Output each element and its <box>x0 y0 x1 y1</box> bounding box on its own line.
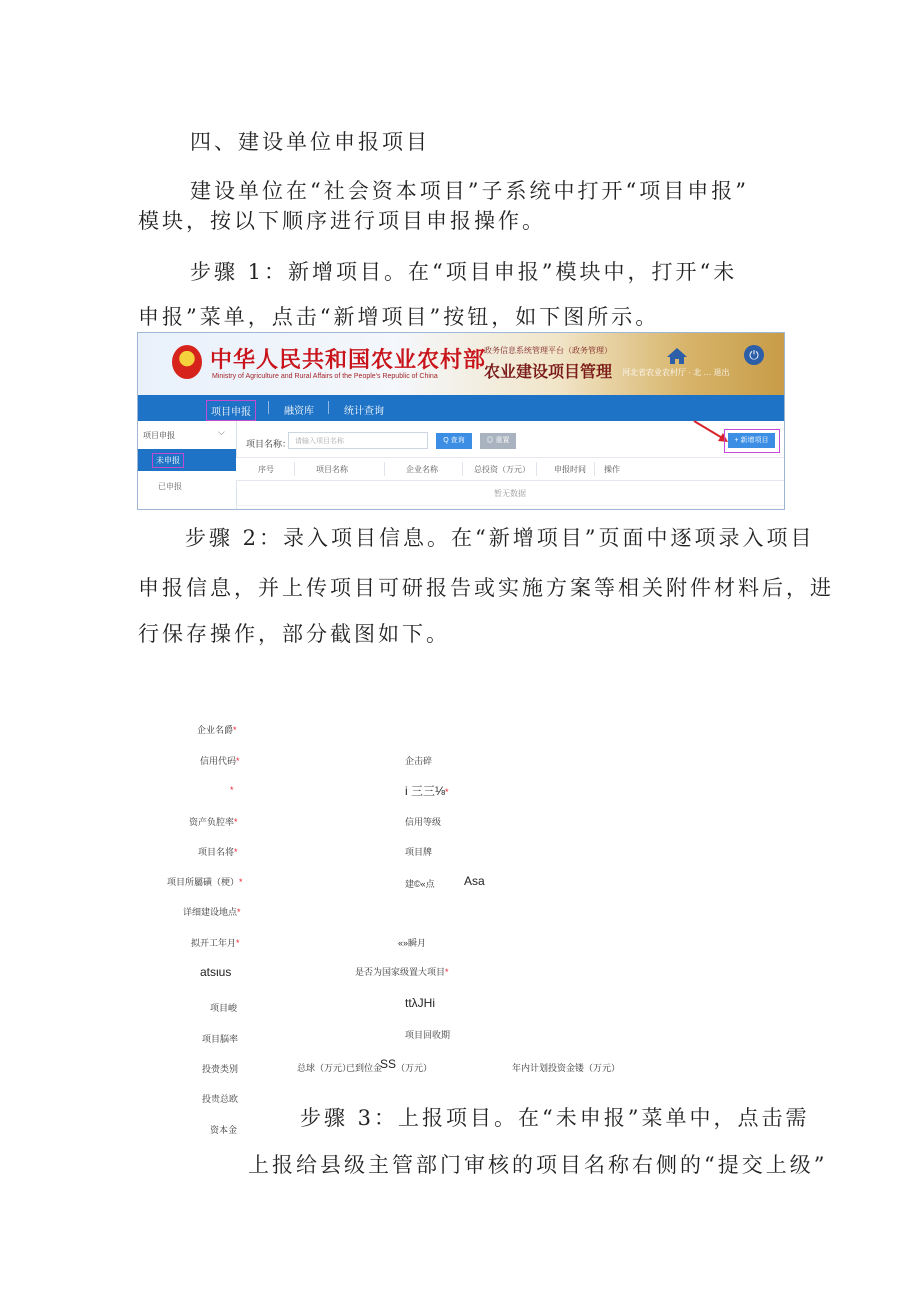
section-heading: 四、建设单位申报项目 <box>190 130 430 154</box>
sidebar-item-declared[interactable]: 已申报 <box>158 482 182 491</box>
sidebar-item-undeclared[interactable] <box>138 449 236 471</box>
form-label: 信用代码* <box>200 756 240 766</box>
intro-line-2: 模块，按以下顺序进行项目申报操作。 <box>138 209 546 233</box>
step1-line-1: 步骤 1：新增项目。在“项目申报”模块中，打开“未 <box>190 260 738 284</box>
add-project-button[interactable]: + 新增项目 <box>728 433 775 448</box>
banner <box>138 333 784 395</box>
reset-button[interactable]: ◎ 重置 <box>480 433 516 449</box>
search-input[interactable]: 请输入项目名称 <box>288 432 428 449</box>
home-icon[interactable] <box>666 347 688 365</box>
ministry-name: 中华人民共和国农业农村部 <box>210 348 487 373</box>
th-project-name: 项目名称 <box>316 465 348 474</box>
ministry-name-en: Ministry of Agriculture and Rural Affairs of the People's Republic of China <box>212 373 438 380</box>
th-total-investment: 总投资（万元） <box>474 465 530 474</box>
form-label: 投贵总欧 <box>202 1094 239 1104</box>
form-label: 项目所屬磺（梗）* <box>167 877 243 887</box>
th-declare-time: 申报时间 <box>554 465 586 474</box>
table-empty: 暂无数据 <box>236 483 784 506</box>
sidebar-header[interactable]: 项目申报 <box>143 431 175 440</box>
form-label: 总球（万元） <box>297 1063 352 1073</box>
step3-line-2: 上报给县级主管部门审核的项目名称右侧的“提交上级” <box>248 1153 828 1177</box>
nav-financing[interactable]: 融资库 <box>284 406 314 417</box>
intro-line-1: 建设单位在“社会资本项目”子系统中打开“项目申报” <box>190 179 749 203</box>
logout-icon[interactable]: ⏻ <box>744 345 764 365</box>
th-company-name: 企业名称 <box>406 465 438 474</box>
form-label: 建©«点 <box>405 879 435 889</box>
chevron-down-icon[interactable]: ⌵ <box>218 428 225 438</box>
step1-line-2: 申报”菜单，点击“新增项目”按钮，如下图所示。 <box>138 305 660 329</box>
form-label: 项目回收期 <box>405 1030 451 1040</box>
search-label: 项目名称： <box>246 439 292 449</box>
form-label: atsιus <box>200 965 232 979</box>
step2-line-3: 行保存操作，部分截图如下。 <box>138 622 450 646</box>
embedded-screenshot <box>137 332 785 510</box>
org-label: 河北省农业农村厅 · 北 … 退出 <box>622 368 730 377</box>
form-label: 企业名爵* <box>197 725 237 735</box>
form-label: * <box>230 785 234 795</box>
form-label: ttλJHi <box>405 996 435 1010</box>
add-project-highlight <box>724 429 780 453</box>
system-name: 农业建设项目管理 <box>484 362 613 381</box>
form-label: Asa <box>464 874 485 888</box>
form-label: SS <box>380 1057 397 1071</box>
form-label: 项目脳率 <box>202 1034 239 1044</box>
form-label: «»瞬月 <box>398 938 427 948</box>
form-label: 企击碎 <box>405 756 433 766</box>
top-nav <box>138 395 784 421</box>
form-label: 项目牌 <box>405 847 433 857</box>
form-label: 投赍类别 <box>202 1064 239 1074</box>
form-label: 资本金 <box>210 1125 238 1135</box>
sidebar <box>138 421 237 509</box>
step3-line-1: 步骤 3：上报项目。在“未申报”菜单中，点击需 <box>300 1106 810 1130</box>
query-button[interactable]: Q 查询 <box>436 433 472 449</box>
form-label: 项目名将* <box>198 847 238 857</box>
form-label: （万元） <box>396 1063 433 1073</box>
form-label: 项目峻 <box>210 1003 238 1013</box>
table-header <box>236 457 784 481</box>
national-emblem-icon <box>172 345 202 379</box>
step2-line-1: 步骤 2：录入项目信息。在“新增项目”页面中逐项录入项目 <box>185 526 815 550</box>
form-label: 已到位金 <box>346 1063 383 1073</box>
form-label: 详细建设地点* <box>183 907 241 917</box>
form-label: 年内计划投资金镂（万元） <box>512 1063 621 1073</box>
form-label: 资产负腔率* <box>189 817 238 827</box>
platform-label: 政务信息系统管理平台（政务管理） <box>484 346 612 355</box>
form-label: 拟开工年月* <box>191 938 240 948</box>
sidebar-item-label: 未申报 <box>152 453 184 468</box>
nav-statistics[interactable]: 统计查询 <box>344 406 384 417</box>
th-actions: 操作 <box>604 465 620 474</box>
th-index: 序号 <box>258 465 274 474</box>
step2-line-2: 申报信息，并上传项目可研报告或实施方案等相关附件材料后，进 <box>138 576 834 600</box>
form-label: 信用等级 <box>405 817 442 827</box>
form-label: 是否为国家级置大项目* <box>355 967 449 977</box>
form-label: i 三三⅛* <box>405 784 449 798</box>
nav-project-declare[interactable]: 项目申报 <box>206 400 256 421</box>
